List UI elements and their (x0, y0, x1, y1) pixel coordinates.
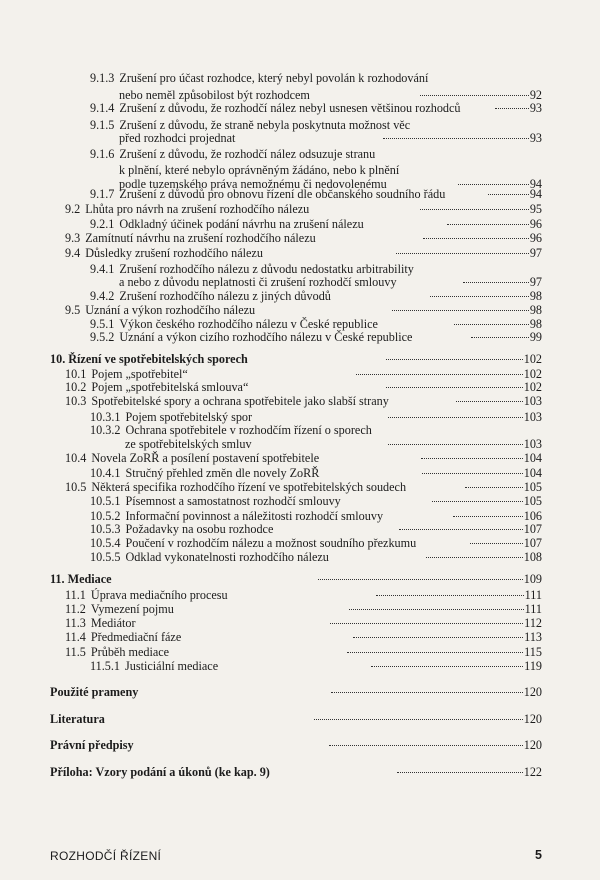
toc-entry-title: Důsledky zrušení rozhodčího nálezu (85, 246, 263, 260)
toc-dot-leader (371, 666, 523, 667)
toc-entry-number: 11.4 (65, 630, 86, 644)
toc-dot-leader (463, 282, 529, 283)
toc-entry-page: 103 (523, 410, 543, 424)
toc-entry-number: 10.3 (65, 394, 87, 408)
toc-entry-title: Řízení ve spotřebitelských sporech (68, 352, 248, 366)
toc-entry-number: 11.2 (65, 602, 86, 616)
toc-entry-title: Zrušení z důvodu, že rozhodčí nález odsuzuje stranu (119, 147, 376, 161)
toc-entry-number: 9.2.1 (90, 217, 115, 231)
toc-entry-page: 94 (529, 177, 543, 191)
toc-entry-number: 10.5.4 (90, 536, 121, 550)
toc-entry-page: 108 (523, 550, 543, 564)
toc-entry (50, 764, 542, 781)
toc-entry (119, 130, 542, 147)
toc-entry-page: 105 (523, 494, 542, 508)
toc-entry-title: ze spotřebitelských smluv (125, 437, 252, 451)
toc-dot-leader (388, 444, 523, 445)
toc-dot-leader (376, 595, 524, 596)
toc-entry-page: 122 (523, 765, 542, 779)
toc-entry (90, 100, 542, 117)
toc-entry-page: 105 (523, 480, 542, 494)
toc-entry-title: Uznání a výkon cizího rozhodčího nálezu v České republice (119, 330, 413, 344)
toc-entry-title: Stručný přehled změn dle novely ZoRŘ (125, 466, 320, 480)
toc-entry-title: Odkladný účinek podání návrhu na zrušení nálezu (119, 217, 364, 231)
toc-entry-title: Literatura (50, 712, 105, 726)
toc-entry-title: Novela ZoRŘ a posílení postavení spotřebitele (91, 451, 320, 465)
toc-entry-title: Justiciální mediace (125, 659, 219, 673)
toc-dot-leader (471, 337, 529, 338)
toc-entry (65, 393, 542, 410)
toc-dot-leader (356, 374, 523, 375)
toc-entry-page: 106 (523, 509, 543, 523)
toc-entry-number: 10.1 (65, 367, 87, 381)
toc-entry-title: Odklad vykonatelnosti rozhodčího nálezu (125, 550, 329, 564)
toc-entry-number: 9.2 (65, 202, 81, 216)
toc-entry-title: Zrušení z důvodů pro obnovu řízení dle občanského soudního řádu (119, 187, 446, 201)
toc-entry-page: 102 (523, 367, 543, 381)
toc-entry-number: 10.3.2 (90, 423, 121, 437)
toc-entry-number: 9.5.1 (90, 317, 115, 331)
toc-dot-leader (383, 138, 529, 139)
toc-entry-number: 10.5 (65, 480, 87, 494)
toc-entry-number: 10. (50, 352, 66, 366)
toc-entry-title: nebo neměl způsobilost být rozhodcem (119, 88, 310, 102)
toc-entry-number: 9.1.7 (90, 187, 115, 201)
toc-entry-page: 104 (523, 466, 543, 480)
running-footer-title: ROZHODČÍ ŘÍZENÍ (50, 849, 162, 863)
toc-entry-page: 113 (524, 630, 543, 644)
toc-entry-title: Pojem „spotřebitel“ (91, 367, 188, 381)
toc-entry-number: 9.1.4 (90, 101, 115, 115)
toc-entry-title: a nebo z důvodu neplatnosti či zrušení rozhodčí smlouvy (119, 275, 397, 289)
toc-entry-title: Některá specifika rozhodčího řízení ve spotřebitelských soudech (91, 480, 407, 494)
toc-dot-leader (423, 238, 529, 239)
toc-entry-page: 93 (529, 101, 542, 115)
toc-entry-page: 119 (524, 659, 543, 673)
toc-entry-page: 120 (523, 738, 543, 752)
toc-entry (90, 70, 428, 87)
toc-entry-title: Úprava mediačního procesu (90, 588, 228, 602)
toc-dot-leader (392, 310, 528, 311)
toc-entry-number: 9.5 (65, 303, 81, 317)
toc-entry-number: 10.5.5 (90, 550, 121, 564)
toc-dot-leader (388, 417, 523, 418)
toc-entry-page: 109 (523, 572, 542, 586)
toc-entry-page: 107 (523, 536, 542, 550)
toc-entry-number: 9.1.5 (90, 118, 115, 132)
toc-entry-title: Zrušení z důvodu, že rozhodčí nález nebyl usnesen většinou rozhodců (119, 101, 461, 115)
toc-entry-title: Spotřebitelské spory a ochrana spotřebitele jako slabší strany (91, 394, 389, 408)
toc-entry (90, 658, 542, 675)
toc-entry-title: Průběh mediace (90, 645, 170, 659)
toc-dot-leader (329, 745, 523, 746)
toc-entry-page: 102 (523, 380, 543, 394)
toc-dot-leader (426, 557, 522, 558)
toc-dot-leader (454, 324, 529, 325)
toc-entry-title: podle tuzemského práva nemožnému či nedovolenému (119, 177, 387, 191)
toc-dot-leader (447, 224, 529, 225)
toc-entry-title: Pojem spotřebitelský spor (125, 410, 253, 424)
toc-dot-leader (349, 609, 523, 610)
toc-entry-title: Poučení v rozhodčím nálezu a možnost soudního přezkumu (125, 536, 417, 550)
toc-entry-title: Lhůta pro návrh na zrušení rozhodčího nálezu (85, 202, 310, 216)
toc-entry (50, 571, 542, 588)
toc-entry-page: 102 (523, 352, 543, 366)
toc-entry-number: 9.1.6 (90, 147, 115, 161)
toc-entry (50, 737, 542, 754)
toc-entry-number: 10.2 (65, 380, 87, 394)
toc-dot-leader (421, 458, 522, 459)
toc-entry (90, 329, 542, 346)
toc-dot-leader (458, 184, 529, 185)
toc-entry-number: 10.5.3 (90, 522, 121, 536)
page-number: 5 (535, 848, 542, 862)
toc-dot-leader (353, 637, 523, 638)
toc-entry-number: 9.4.2 (90, 289, 115, 303)
toc-dot-leader (456, 401, 522, 402)
toc-entry-title: Mediace (67, 572, 112, 586)
toc-entry-page: 98 (529, 317, 542, 331)
toc-entry-title: Zrušení rozhodčího nálezu z důvodu nedostatku arbitrability (119, 262, 414, 276)
toc-entry-number: 11.5 (65, 645, 86, 659)
toc-dot-leader (399, 529, 523, 530)
toc-entry-page: 112 (524, 616, 543, 630)
toc-dot-leader (422, 473, 523, 474)
toc-entry-title: Příloha: Vzory podání a úkonů (ke kap. 9) (50, 765, 270, 779)
toc-entry-title: Výkon českého rozhodčího nálezu v České republice (119, 317, 378, 331)
toc-entry-title: Předmediační fáze (90, 630, 182, 644)
toc-dot-leader (432, 501, 522, 502)
toc-entry-number: 9.4 (65, 246, 81, 260)
toc-entry (90, 146, 375, 163)
toc-dot-leader (318, 579, 523, 580)
toc-entry (50, 684, 542, 701)
toc-dot-leader (470, 543, 523, 544)
toc-entry-page: 120 (523, 712, 543, 726)
toc-entry-page: 111 (524, 588, 542, 602)
toc-entry-page: 93 (529, 131, 543, 145)
toc-dot-leader (397, 772, 523, 773)
toc-dot-leader (420, 95, 529, 96)
toc-entry-title: Zrušení rozhodčího nálezu z jiných důvodů (119, 289, 331, 303)
toc-entry-page: 98 (529, 289, 542, 303)
toc-entry-page: 94 (529, 187, 543, 201)
toc-entry (90, 549, 542, 566)
toc-entry-title: Ochrana spotřebitele v rozhodčím řízení o sporech (125, 423, 372, 437)
toc-entry-page: 103 (523, 437, 542, 451)
toc-entry-title: Zrušení pro účast rozhodce, který nebyl povolán k rozhodování (119, 71, 429, 85)
toc-dot-leader (386, 387, 523, 388)
toc-entry (50, 711, 542, 728)
toc-entry-number: 10.3.1 (90, 410, 121, 424)
toc-dot-leader (396, 253, 528, 254)
toc-entry-page: 99 (529, 330, 543, 344)
toc-entry-title: Vymezení pojmu (90, 602, 174, 616)
toc-entry-page: 111 (524, 602, 542, 616)
toc-entry-number: 10.4 (65, 451, 87, 465)
toc-entry-title: Použité prameny (50, 685, 139, 699)
toc-entry-title: Mediátor (90, 616, 136, 630)
toc-entry-title: k plnění, které nebylo oprávněným žádáno, nebo k plnění (119, 163, 400, 177)
toc-entry-number: 11. (50, 572, 65, 586)
toc-entry-title: Písemnost a samostatnost rozhodčí smlouvy (125, 494, 341, 508)
toc-entry-number: 10.4.1 (90, 466, 121, 480)
toc-entry-title: Uznání a výkon rozhodčího nálezu (85, 303, 256, 317)
toc-entry-number: 11.1 (65, 588, 86, 602)
toc-entry-page: 96 (529, 217, 543, 231)
toc-entry-number: 11.5.1 (90, 659, 121, 673)
toc-dot-leader (347, 652, 524, 653)
toc-entry-page: 97 (529, 246, 543, 260)
toc-entry-number: 10.5.1 (90, 494, 121, 508)
toc-entry-page: 92 (529, 88, 542, 102)
toc-entry-title: před rozhodci projednat (119, 131, 236, 145)
toc-entry-number: 11.3 (65, 616, 86, 630)
toc-dot-leader (465, 487, 523, 488)
toc-entry (65, 245, 542, 262)
toc-dot-leader (430, 296, 528, 297)
toc-dot-leader (495, 108, 529, 109)
toc-dot-leader (488, 194, 529, 195)
toc-dot-leader (314, 719, 522, 720)
toc-entry-number: 9.5.2 (90, 330, 115, 344)
toc-entry-number: 10.5.2 (90, 509, 121, 523)
toc-entry-title: Právní předpisy (50, 738, 134, 752)
toc-entry-page: 98 (529, 303, 542, 317)
toc-dot-leader (330, 623, 523, 624)
toc-entry-number: 9.1.3 (90, 71, 115, 85)
toc-entry-title: Informační povinnost a náležitosti rozhodčí smlouvy (125, 509, 384, 523)
toc-dot-leader (331, 692, 523, 693)
toc-entry-title: Požadavky na osobu rozhodce (125, 522, 274, 536)
toc-dot-leader (386, 359, 523, 360)
toc-entry-number: 9.4.1 (90, 262, 115, 276)
toc-entry-page: 97 (529, 275, 543, 289)
toc-entry-page: 96 (529, 231, 543, 245)
toc-entry-number: 9.3 (65, 231, 81, 245)
toc-entry-page: 95 (529, 202, 543, 216)
toc-entry-title: Zamítnutí návrhu na zrušení rozhodčího nálezu (85, 231, 316, 245)
toc-dot-leader (453, 516, 522, 517)
toc-entry-page: 107 (523, 522, 542, 536)
toc-entry-page: 120 (523, 685, 542, 699)
toc-entry-page: 103 (523, 394, 543, 408)
toc-entry-page: 115 (524, 645, 542, 659)
toc-entry-page: 104 (523, 451, 542, 465)
toc-dot-leader (420, 209, 529, 210)
toc-entry-title: Pojem „spotřebitelská smlouva“ (91, 380, 249, 394)
toc-entry-title: Zrušení z důvodu, že straně nebyla poskytnuta možnost věc (119, 118, 411, 132)
